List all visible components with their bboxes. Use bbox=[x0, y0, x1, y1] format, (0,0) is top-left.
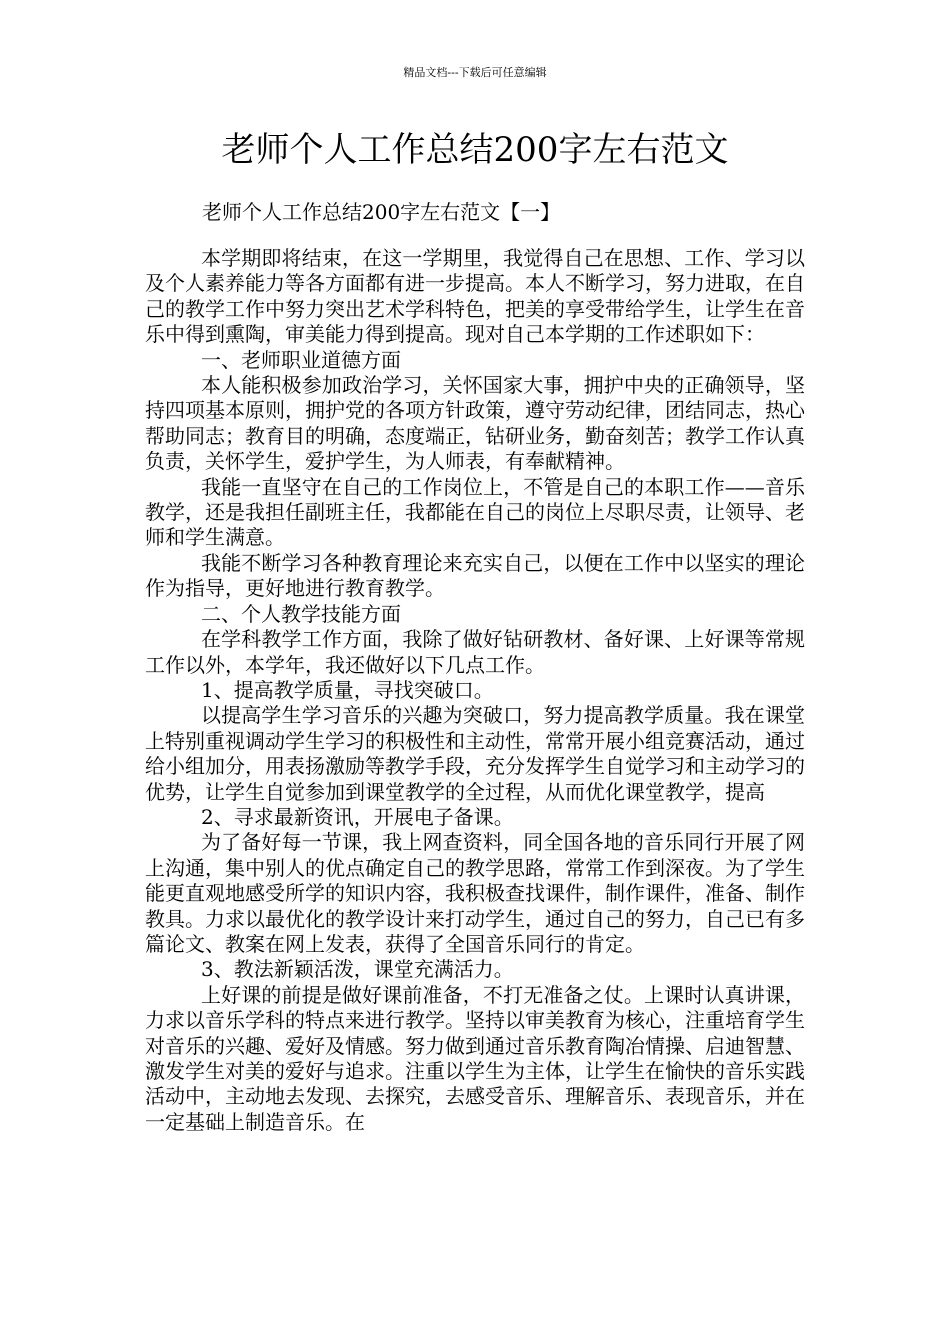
heading-point-2: 2、寻求最新资讯，开展电子备课。 bbox=[201, 804, 514, 829]
page-header-note: 精品文档---下载后可任意编辑 bbox=[403, 66, 547, 79]
paragraph-duty: 我能一直坚守在自己的工作岗位上，不管是自己的本职工作——音乐教学，还是我担任副班主任，我都能在自己的岗位上尽职尽责，让领导、老师和学生满意。 bbox=[145, 474, 805, 550]
heading-point-3: 3、教法新颖活泼，课堂充满活力。 bbox=[201, 957, 514, 982]
paragraph-intro: 本学期即将结束，在这一学期里，我觉得自己在思想、工作、学习以及个人素养能力等各方面都有进一步提高。本人不断学习，努力进取，在自己的教学工作中努力突出艺术学科特色，把美的享受带给学生，让学生在音乐中得到熏陶，审美能力得到提高。现对自己本学期的工作述职如下： bbox=[145, 246, 805, 347]
heading-point-1: 1、提高教学质量，寻找突破口。 bbox=[201, 677, 494, 702]
document-body bbox=[145, 246, 805, 1135]
paragraph-teaching-work: 在学科教学工作方面，我除了做好钻研教材、备好课、上好课等常规工作以外，本学年，我还做好以下几点工作。 bbox=[145, 627, 805, 677]
heading-teaching-skills: 二、个人教学技能方面 bbox=[201, 601, 401, 626]
paragraph-point-2: 为了备好每一节课，我上网查资料，同全国各地的音乐同行开展了网上沟通，集中别人的优点确定自己的教学思路，常常工作到深夜。为了学生能更直观地感受所学的知识内容，我积极查找课件，制作课件，准备、制作教具。力求以最优化的教学设计来打动学生，通过自己的努力，自己已有多篇论文、教案在网上发表，获得了全国音乐同行的肯定。 bbox=[145, 830, 805, 956]
paragraph-point-3: 上好课的前提是做好课前准备，不打无准备之仗。上课时认真讲课，力求以音乐学科的特点来进行教学。坚持以审美教育为核心，注重培育学生对音乐的兴趣、爱好及情感。努力做到通过音乐教育陶冶情操、启迪智慧、激发学生对美的爱好与追求。注重以学生为主体，让学生在愉快的音乐实践活动中，主动地去发现、去探究，去感受音乐、理解音乐、表现音乐，并在一定基础上制造音乐。在 bbox=[145, 982, 805, 1134]
paragraph-point-1: 以提高学生学习音乐的兴趣为突破口，努力提高教学质量。我在课堂上特别重视调动学生学习的积极性和主动性，常常开展小组竞赛活动，通过给小组加分，用表扬激励等教学手段，充分发挥学生自觉学习和主动学习的优势，让学生自觉参加到课堂教学的全过程，从而优化课堂教学，提高 bbox=[145, 703, 805, 804]
paragraph-ethics: 本人能积极参加政治学习，关怀国家大事，拥护中央的正确领导，坚持四项基本原则，拥护党的各项方针政策，遵守劳动纪律，团结同志，热心帮助同志；教育目的明确，态度端正，钻研业务，勤奋刻苦；教学工作认真负责，关怀学生，爱护学生，为人师表，有奉献精神。 bbox=[145, 373, 805, 474]
heading-professional-ethics: 一、老师职业道德方面 bbox=[201, 347, 401, 372]
document-title: 老师个人工作总结200字左右范文 bbox=[221, 130, 729, 170]
section-subtitle: 老师个人工作总结200字左右范文【一】 bbox=[202, 200, 561, 224]
paragraph-learning: 我能不断学习各种教育理论来充实自己，以便在工作中以坚实的理论作为指导，更好地进行教育教学。 bbox=[145, 550, 805, 601]
